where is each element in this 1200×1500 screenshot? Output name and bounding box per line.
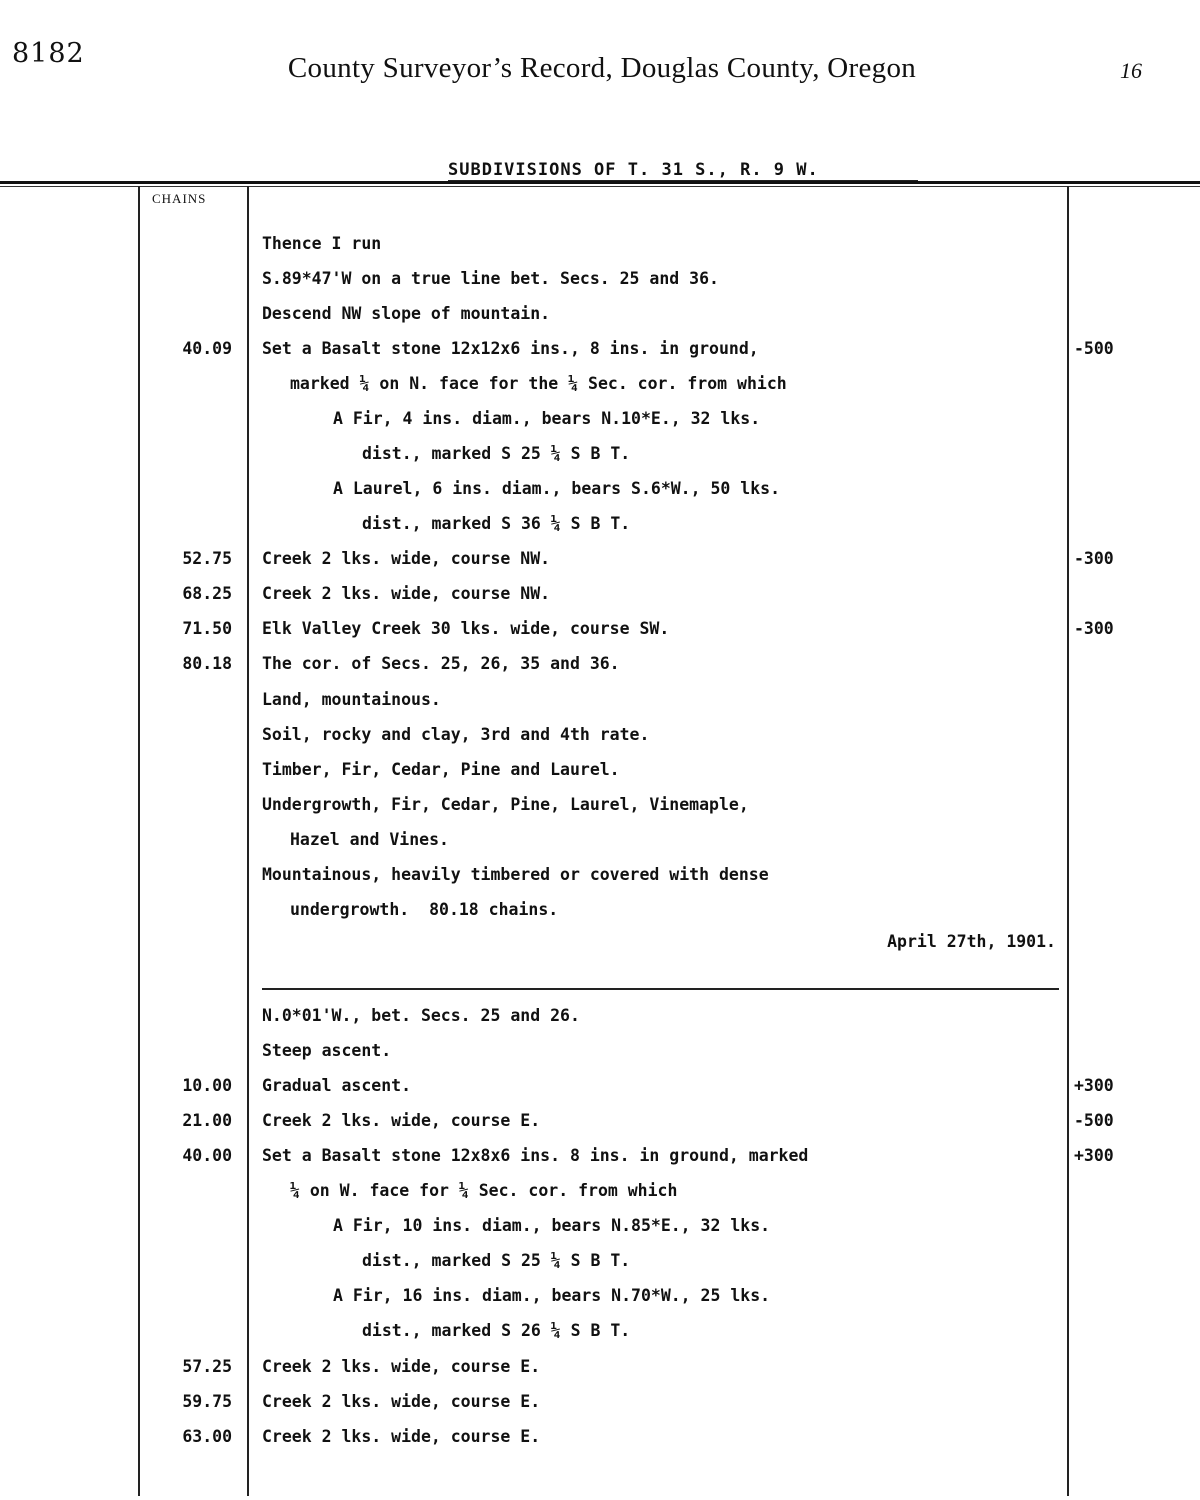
note-text: Soil, rocky and clay, 3rd and 4th rate. bbox=[262, 725, 650, 744]
note-text: Set a Basalt stone 12x12x6 ins., 8 ins. in ground, bbox=[262, 339, 759, 358]
note-row bbox=[0, 263, 1200, 298]
note-row bbox=[0, 578, 1200, 613]
note-row bbox=[0, 1245, 1200, 1280]
note-text: ¼ on W. face for ¼ Sec. cor. from which bbox=[290, 1181, 678, 1200]
note-text: Creek 2 lks. wide, course E. bbox=[262, 1357, 541, 1376]
note-text: A Laurel, 6 ins. diam., bears S.6*W., 50 lks. bbox=[333, 479, 781, 498]
note-text: Creek 2 lks. wide, course E. bbox=[262, 1392, 541, 1411]
note-row bbox=[0, 684, 1200, 719]
chain-distance: 59.75 bbox=[182, 1392, 232, 1411]
note-text: marked ¼ on N. face for the ¼ Sec. cor. from which bbox=[290, 374, 787, 393]
note-text: Descend NW slope of mountain. bbox=[262, 304, 551, 323]
note-text: Timber, Fir, Cedar, Pine and Laurel. bbox=[262, 760, 620, 779]
note-text: Set a Basalt stone 12x8x6 ins. 8 ins. in ground, marked bbox=[262, 1146, 809, 1165]
note-row bbox=[0, 1315, 1200, 1350]
note-text: Elk Valley Creek 30 lks. wide, course SW. bbox=[262, 619, 670, 638]
corner-mark: 16 bbox=[1120, 58, 1142, 83]
note-row bbox=[0, 754, 1200, 789]
note-row bbox=[0, 1210, 1200, 1245]
elevation-change: +300 bbox=[1074, 1146, 1114, 1165]
note-row bbox=[0, 508, 1200, 543]
note-text: Hazel and Vines. bbox=[290, 830, 449, 849]
note-row bbox=[0, 1070, 1200, 1105]
chain-distance: 63.00 bbox=[182, 1427, 232, 1446]
note-row bbox=[0, 1140, 1200, 1175]
note-text: A Fir, 4 ins. diam., bears N.10*E., 32 lks. bbox=[333, 409, 761, 428]
note-text: dist., marked S 25 ¼ S B T. bbox=[362, 1251, 631, 1270]
note-row bbox=[0, 824, 1200, 859]
note-text: Thence I run bbox=[262, 234, 382, 253]
elevation-change: -500 bbox=[1074, 339, 1114, 358]
elevation-change: -500 bbox=[1074, 1111, 1114, 1130]
chain-distance: 52.75 bbox=[182, 549, 232, 568]
elevation-change: -300 bbox=[1074, 619, 1114, 638]
note-row bbox=[0, 333, 1200, 368]
note-row bbox=[0, 894, 1200, 929]
note-text: Gradual ascent. bbox=[262, 1076, 412, 1095]
entry-date: April 27th, 1901. bbox=[887, 932, 1056, 951]
note-row bbox=[0, 1035, 1200, 1070]
note-text: Creek 2 lks. wide, course E. bbox=[262, 1427, 541, 1446]
chain-distance: 21.00 bbox=[182, 1111, 232, 1130]
note-text: Creek 2 lks. wide, course E. bbox=[262, 1111, 541, 1130]
page-title: County Surveyor’s Record, Douglas County, Oregon bbox=[287, 52, 917, 84]
note-row bbox=[0, 1386, 1200, 1421]
note-text: N.0*01'W., bet. Secs. 25 and 26. bbox=[262, 1006, 580, 1025]
chain-distance: 80.18 bbox=[182, 654, 232, 673]
chain-distance: 68.25 bbox=[182, 584, 232, 603]
note-row bbox=[0, 613, 1200, 648]
note-text: dist., marked S 25 ¼ S B T. bbox=[362, 444, 631, 463]
note-text: Creek 2 lks. wide, course NW. bbox=[262, 549, 551, 568]
chains-header: CHAINS bbox=[152, 191, 207, 206]
note-text: dist., marked S 36 ¼ S B T. bbox=[362, 514, 631, 533]
chain-distance: 40.00 bbox=[182, 1146, 232, 1165]
chain-distance: 40.09 bbox=[182, 339, 232, 358]
note-row bbox=[0, 473, 1200, 508]
page-number: 8182 bbox=[12, 38, 85, 69]
note-row bbox=[0, 1421, 1200, 1456]
note-row bbox=[0, 1351, 1200, 1386]
note-row bbox=[0, 789, 1200, 824]
note-text: Land, mountainous. bbox=[262, 690, 441, 709]
note-text: The cor. of Secs. 25, 26, 35 and 36. bbox=[262, 654, 620, 673]
note-text: Mountainous, heavily timbered or covered with dense bbox=[262, 865, 769, 884]
note-row bbox=[0, 368, 1200, 403]
note-text: dist., marked S 26 ¼ S B T. bbox=[362, 1321, 631, 1340]
chain-distance: 71.50 bbox=[182, 619, 232, 638]
note-row bbox=[0, 298, 1200, 333]
note-text: A Fir, 10 ins. diam., bears N.85*E., 32 lks. bbox=[333, 1216, 771, 1235]
chain-distance: 57.25 bbox=[182, 1357, 232, 1376]
note-text: Steep ascent. bbox=[262, 1041, 392, 1060]
note-row bbox=[0, 1280, 1200, 1315]
note-row bbox=[0, 403, 1200, 438]
section-title: SUBDIVISIONS OF T. 31 S., R. 9 W. bbox=[448, 160, 819, 180]
note-row bbox=[0, 1000, 1200, 1035]
section-separator bbox=[262, 988, 1059, 990]
note-row bbox=[0, 1105, 1200, 1140]
chain-distance: 10.00 bbox=[182, 1076, 232, 1095]
note-row bbox=[0, 543, 1200, 578]
elevation-change: -300 bbox=[1074, 549, 1114, 568]
elevation-change: +300 bbox=[1074, 1076, 1114, 1095]
note-row bbox=[0, 648, 1200, 683]
note-text: Undergrowth, Fir, Cedar, Pine, Laurel, Vinemaple, bbox=[262, 795, 749, 814]
note-text: undergrowth. 80.18 chains. bbox=[290, 900, 559, 919]
note-row bbox=[0, 438, 1200, 473]
note-row bbox=[0, 1175, 1200, 1210]
note-row bbox=[0, 859, 1200, 894]
note-text: Creek 2 lks. wide, course NW. bbox=[262, 584, 551, 603]
note-text: A Fir, 16 ins. diam., bears N.70*W., 25 lks. bbox=[333, 1286, 771, 1305]
note-row bbox=[0, 228, 1200, 263]
note-text: S.89*47'W on a true line bet. Secs. 25 and 36. bbox=[262, 269, 719, 288]
note-row bbox=[0, 719, 1200, 754]
